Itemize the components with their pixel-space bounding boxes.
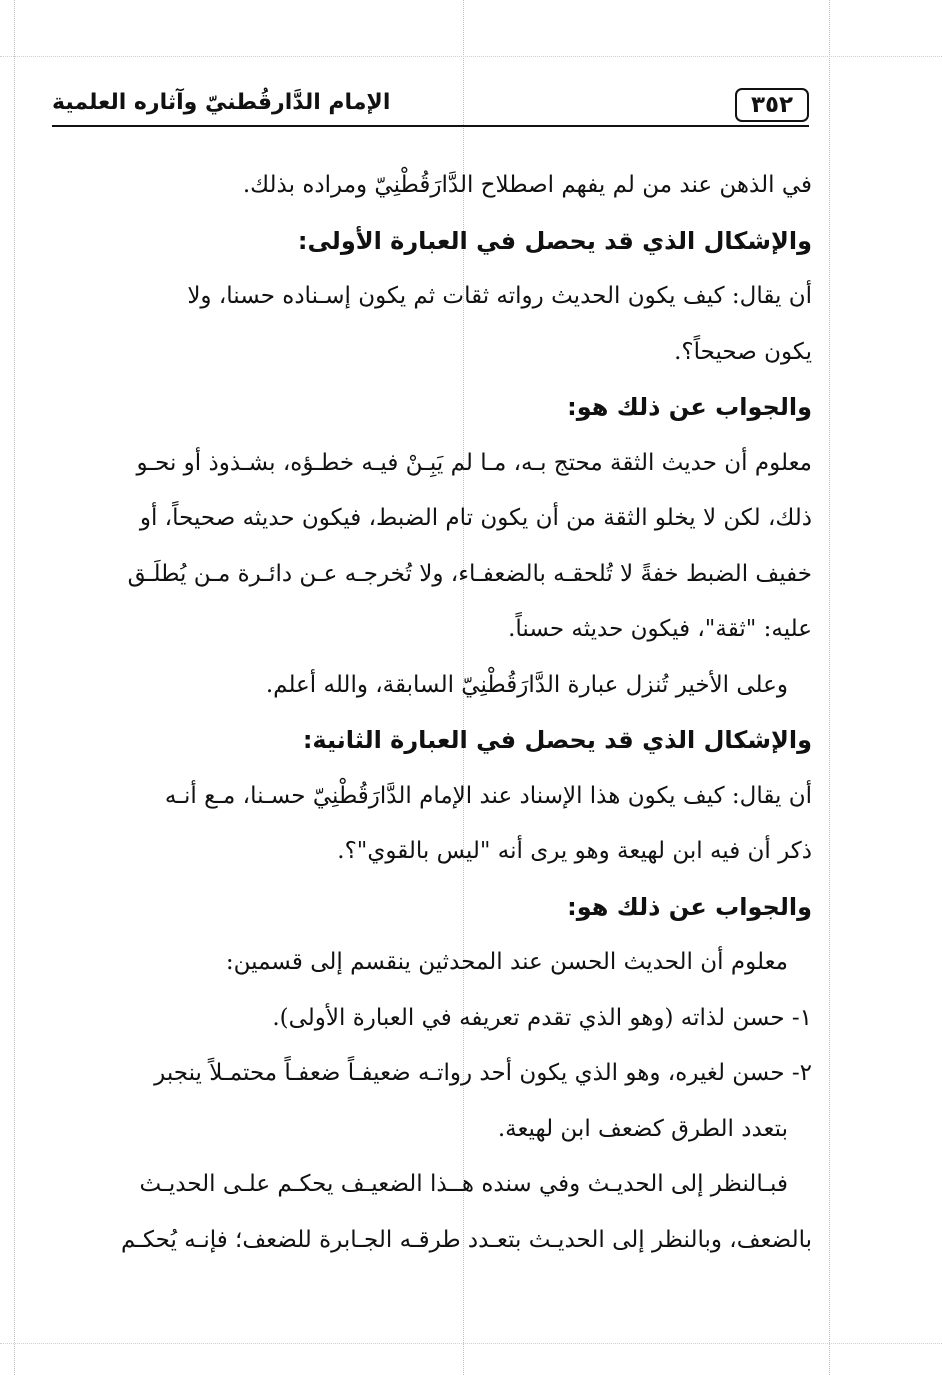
text-line: عليه: "ثقة"، فيكون حديثه حسناً. [508,616,812,642]
header-rule [52,125,809,127]
section-heading: والجواب عن ذلك هو: [567,393,812,421]
page-header [52,88,809,128]
list-item: ٢- حسن لغيره، وهو الذي يكون أحد رواتـه ضعيفـاً ضعفـاً محتمـلاً ينجبر [154,1060,812,1086]
text-line: بتعدد الطرق كضعف ابن لهيعة. [497,1115,788,1142]
text-line: وعلى الأخير تُنزل عبارة الدَّارَقُطْنِيّ السابقة، والله أعلم. [265,671,788,698]
text-line: ذلك، لكن لا يخلو الثقة من أن يكون تام الضبط، فيكون حديثه صحيحاً، أو [139,505,812,531]
text-line: بالضعف، وبالنظر إلى الحديـث بتعـدد طرقـه الجـابرة للضعف؛ فإنـه يُحكـم [120,1226,812,1253]
running-title: الإمام الدَّارقُطنيّ وآثاره العلمية [52,90,391,115]
section-heading: والإشكال الذي قد يحصل في العبارة الثانية: [302,726,812,754]
text-line: معلوم أن الحديث الحسن عند المحدثين ينقسم إلى قسمين: [225,949,788,975]
text-line: أن يقال: كيف يكون هذا الإسناد عند الإمام الدَّارَقُطْنِيّ حسـنا، مـع أنـه [164,782,812,809]
text-line: فبـالنظر إلى الحديـث وفي سنده هــذا الضعيـف يحكـم علـى الحديـث [139,1171,788,1197]
text-line: خفيف الضبط خفةً لا تُلحقـه بالضعفـاء، ولا تُخرجـه عـن دائـرة مـن يُطلَـق [127,560,812,587]
section-heading: والإشكال الذي قد يحصل في العبارة الأولى: [297,226,812,255]
section-heading: والجواب عن ذلك هو: [567,892,812,921]
text-line: ذكر أن فيه ابن لهيعة وهو يرى أنه "ليس بالقوي"؟. [337,838,812,864]
text-line: أن يقال: كيف يكون الحديث رواته ثقات ثم يكون إسـناده حسنا، ولا [187,283,812,309]
text-line: في الذهن عند من لم يفهم اصطلاح الدَّارَقُطْنِيّ ومراده بذلك. [242,172,812,198]
list-item: ١- حسن لذاته (وهو الذي تقدم تعريفه في العبارة الأولى). [272,1004,812,1031]
page-number: ٣٥٢ [735,88,809,122]
guide-line [14,0,15,1375]
text-line: معلوم أن حديث الثقة محتج بـه، مـا لم يَبِـنْ فيـه خطـؤه، بشـذوذ أو نحـو [136,449,812,476]
guide-line [829,0,830,1375]
guide-line [0,1343,942,1344]
guide-line [0,56,942,57]
page-body [86,158,812,1268]
text-line: يكون صحيحاً؟. [674,338,812,365]
